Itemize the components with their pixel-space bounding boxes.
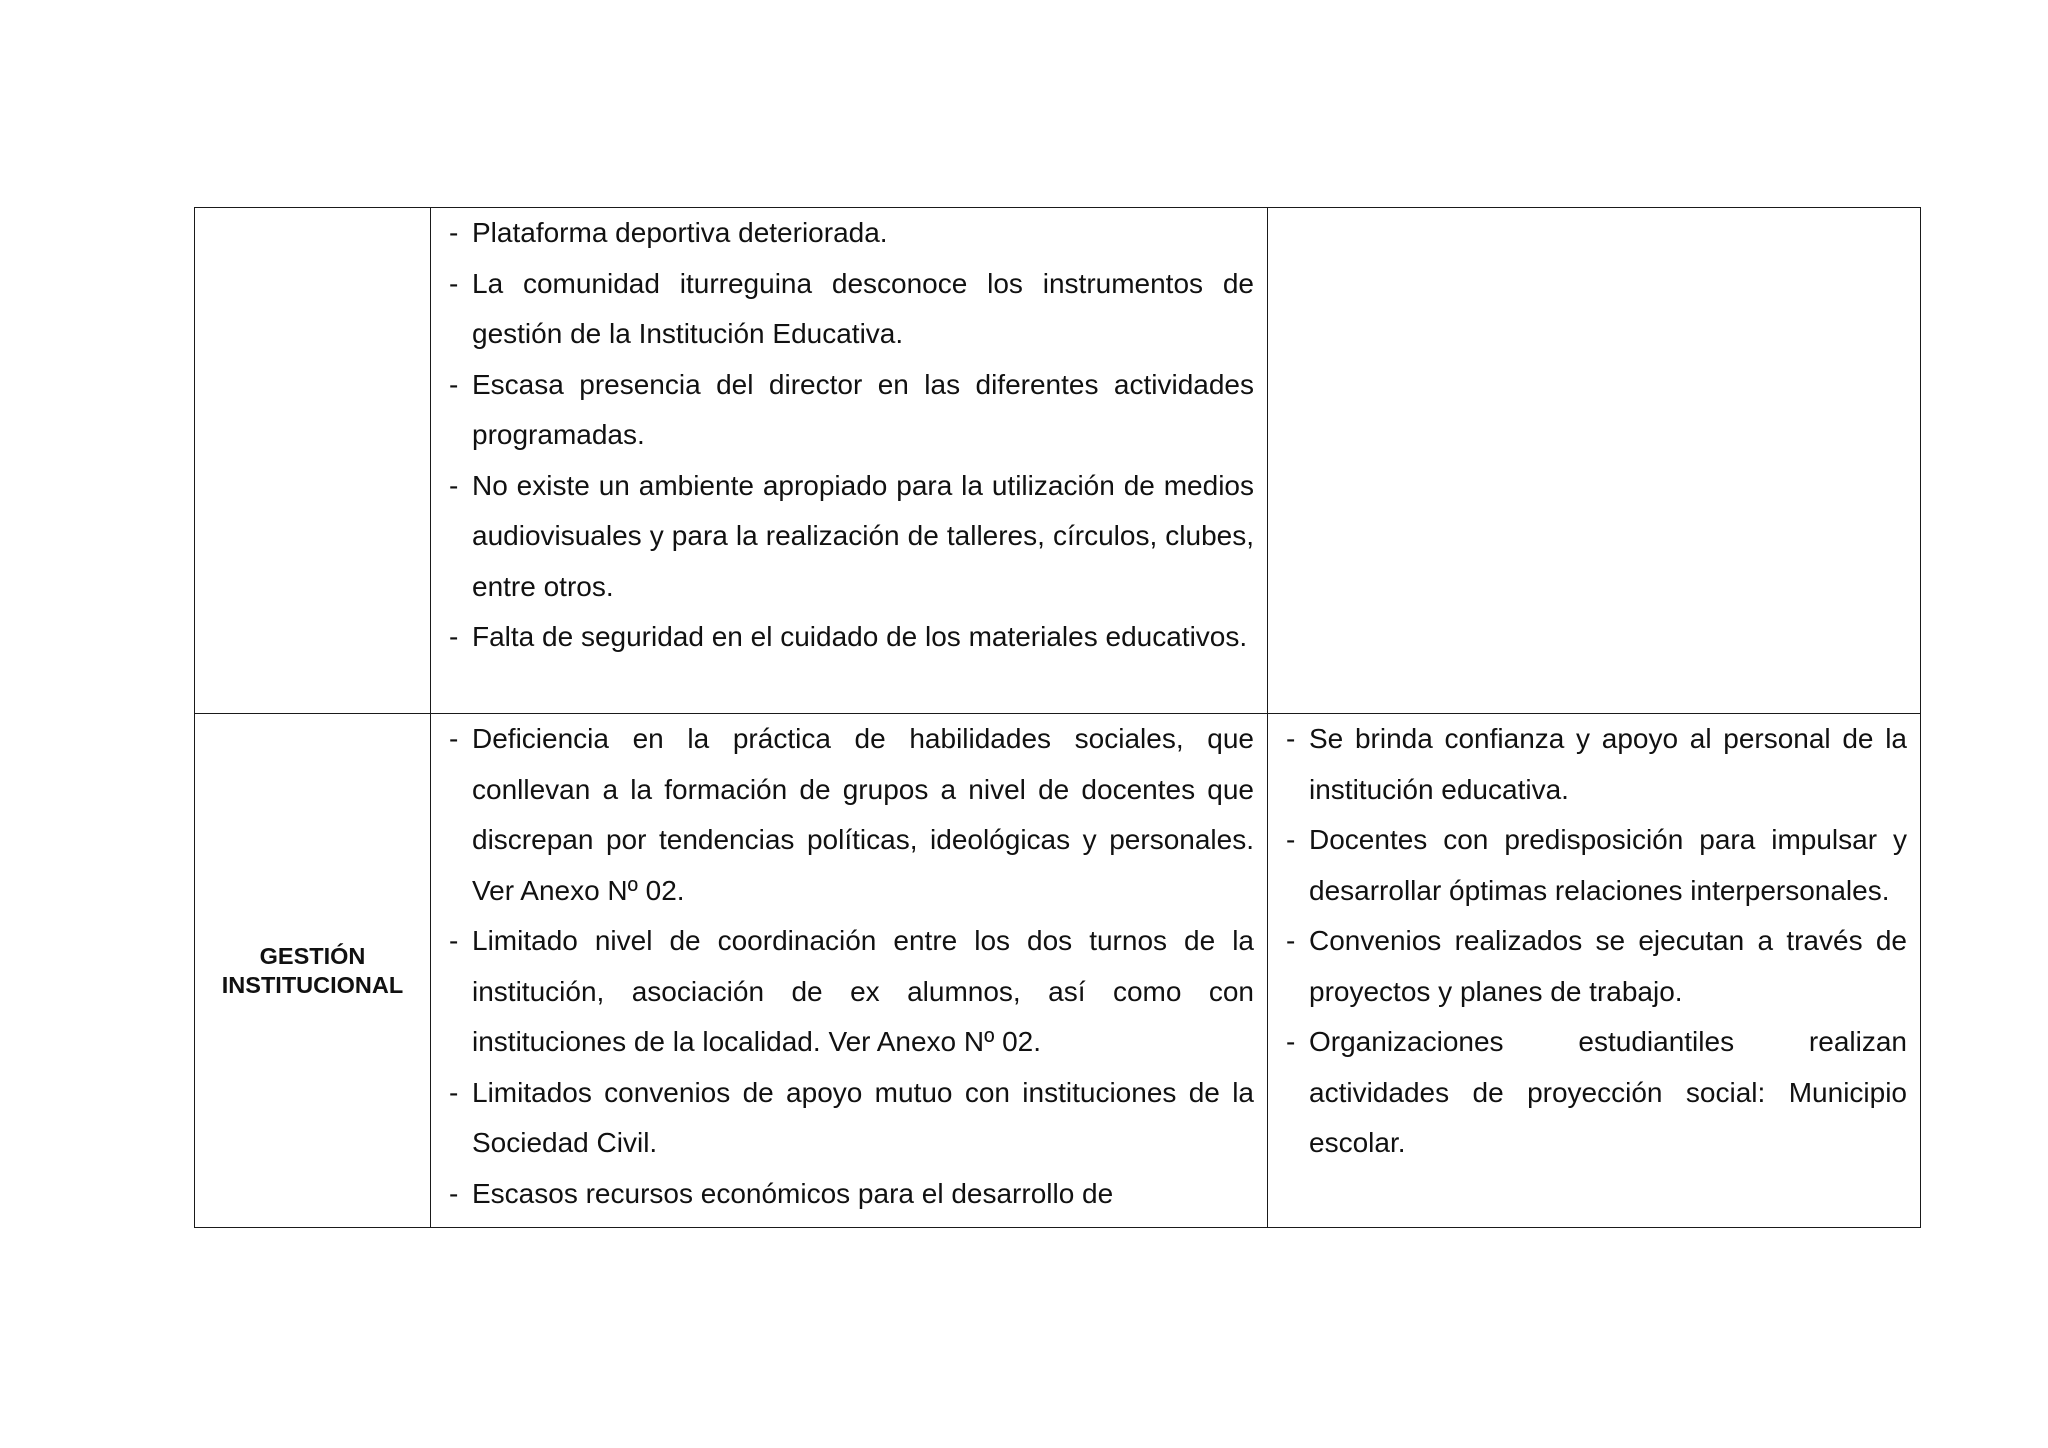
- list-item: [445, 714, 1254, 916]
- list-item-text: Deficiencia en la práctica de habilidades sociales, que conllevan a la formación de grupos a nivel de docentes que discrepan por tendencias políticas, ideológicas y personales. Ver Anexo Nº 02.: [472, 723, 1254, 906]
- list-item: [445, 259, 1254, 360]
- list-item-text: Limitados convenios de apoyo mutuo con instituciones de la Sociedad Civil.: [472, 1076, 1254, 1158]
- list-item: [1282, 714, 1907, 815]
- list-item-text: Convenios realizados se ejecutan a través de proyectos y planes de trabajo.: [1309, 925, 1907, 1007]
- table-row: [195, 714, 1921, 1228]
- list-item: [1282, 916, 1907, 1017]
- list-item-text: Falta de seguridad en el cuidado de los materiales educativos.: [472, 621, 1248, 652]
- bullet-dash: -: [449, 469, 459, 501]
- bullet-dash: -: [449, 1177, 459, 1209]
- bullet-dash: -: [449, 267, 459, 299]
- list-item-text: Docentes con predisposición para impulsar y desarrollar óptimas relaciones interpersonales.: [1309, 824, 1907, 906]
- area-cell: [195, 714, 431, 1228]
- bullet-dash: -: [449, 925, 459, 956]
- list-item-text: No existe un ambiente apropiado para la utilización de medios audiovisuales y para la realización de talleres, círculos, clubes, entre otros.: [472, 469, 1254, 602]
- bullet-dash: -: [449, 621, 459, 652]
- list-item: [445, 461, 1254, 613]
- weaknesses-cell: [431, 208, 1268, 714]
- list-item: [445, 1068, 1254, 1169]
- list-item: [445, 360, 1254, 461]
- strengths-list: [1268, 714, 1920, 1169]
- bullet-dash: -: [449, 723, 459, 754]
- bullet-dash: -: [1286, 925, 1296, 956]
- area-label: GESTIÓN INSTITUCIONAL: [221, 942, 404, 998]
- bullet-dash: -: [449, 217, 459, 248]
- weaknesses-cell: [431, 714, 1268, 1228]
- list-item: [445, 916, 1254, 1068]
- weaknesses-list: [431, 714, 1267, 1227]
- bullet-dash: -: [1286, 1026, 1296, 1057]
- list-item-text: La comunidad iturreguina desconoce los instrumentos de gestión de la Institución Educativa.: [472, 267, 1254, 349]
- strengths-cell: [1268, 208, 1921, 714]
- diagnosis-table: [194, 207, 1921, 1228]
- list-item: [1282, 1017, 1907, 1169]
- weaknesses-list: [431, 208, 1267, 671]
- list-item: [445, 208, 1254, 259]
- list-item: [445, 1169, 1254, 1220]
- table-row: [195, 208, 1921, 714]
- list-item-text: Limitado nivel de coordinación entre los dos turnos de la institución, asociación de ex alumnos, así como con instituciones de la localidad. Ver Anexo Nº 02.: [472, 925, 1254, 1057]
- list-item: [1282, 815, 1907, 916]
- bullet-dash: -: [1286, 824, 1296, 855]
- bullet-dash: -: [449, 1076, 459, 1108]
- list-item: [445, 612, 1254, 663]
- list-item-text: Organizaciones estudiantiles realizan actividades de proyección social: Municipio escolar.: [1309, 1026, 1907, 1158]
- strengths-cell: [1268, 714, 1921, 1228]
- list-item-text: Plataforma deportiva deteriorada.: [472, 217, 888, 248]
- list-item-text: Escasa presencia del director en las diferentes actividades programadas.: [472, 368, 1254, 450]
- bullet-dash: -: [449, 368, 459, 400]
- list-item-text: Se brinda confianza y apoyo al personal de la institución educativa.: [1309, 723, 1907, 805]
- area-cell: [195, 208, 431, 714]
- list-item-text: Escasos recursos económicos para el desarrollo de: [472, 1177, 1114, 1209]
- bullet-dash: -: [1286, 723, 1296, 754]
